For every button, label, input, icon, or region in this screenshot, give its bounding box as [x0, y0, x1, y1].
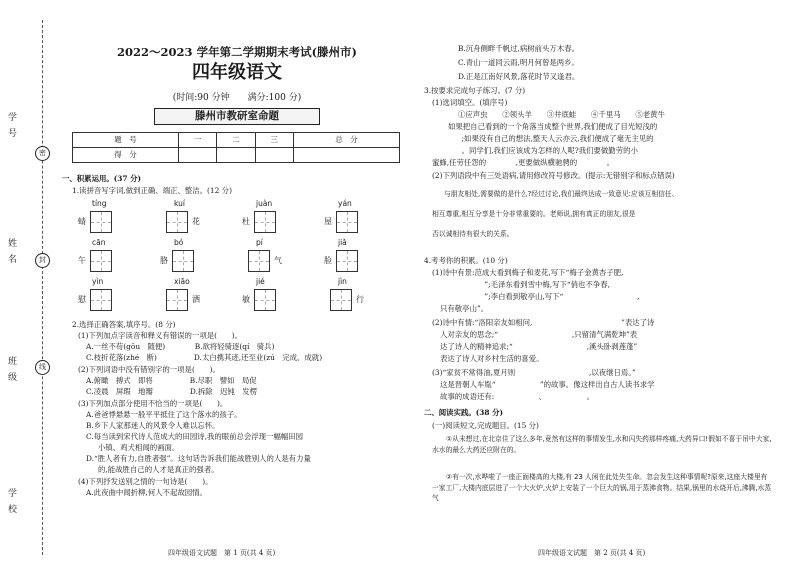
question-4-1-c: ”;李白看到敬亭山,写下“ , [440, 292, 640, 301]
fill-blank-line-2: ;如果没有自己的想法,整天人云亦云,我们便成了毫无主见的 [432, 134, 654, 143]
class-label: 班 级 [6, 356, 16, 383]
pinyin-cell [242, 238, 320, 282]
pinyin: jié [256, 277, 265, 286]
given-char: 蜻 [78, 217, 86, 226]
question-2-4-option-d: D.正是江南好风景,落花时节又逢君。 [458, 72, 580, 81]
pinyin: jìn [338, 277, 347, 286]
pinyin-cell [324, 238, 402, 282]
question-2-1-options-cd: C.枝折花落(zhé 断) D.太白携其迹,还至业(zú 完成、成就) [86, 353, 323, 362]
answer-box[interactable] [336, 211, 358, 233]
word-options: ①应声虫 ②领头羊 ③井底蛙 ④千里马 ⑤老黄牛 [458, 110, 665, 119]
pinyin: kuí [174, 199, 185, 208]
pinyin: yìn [92, 277, 104, 286]
question-3-1: (1)选词填空。(填序号) [432, 98, 508, 107]
answer-box[interactable] [172, 250, 194, 272]
question-2-4-option-b: B.沉舟侧畔千帆过,病树前头万木春。 [458, 44, 579, 53]
question-2-1: (1)下列加点字读音和释义有错误的一项是( )。 [78, 331, 243, 340]
score-header-cell: 一 [178, 133, 216, 148]
pinyin: pí [256, 238, 263, 247]
answer-box[interactable] [166, 211, 188, 233]
given-char: 胳 [160, 256, 168, 265]
fill-blank-line-3: 。同学们,我们应该成为怎样的人呢?我们要做勤劳的小 [432, 146, 638, 155]
answer-box[interactable] [254, 211, 276, 233]
score-table [72, 132, 400, 163]
question-2-2: (2)下列词语中没有错别字的一项是( )。 [78, 365, 220, 374]
answer-box[interactable] [90, 211, 112, 233]
page-footer: 四年级语文试题 第 1 页(共 4 页) [168, 549, 276, 557]
pinyin-cell [78, 277, 156, 321]
correction-text-1: 与朋友相处,需要做的是什么?经过讨论,我们最终达成一致意见:应该互相信任、 [444, 190, 679, 198]
question-2-3-option-d-cont: 的,能战胜自己的人才是真正的强者。 [98, 465, 219, 474]
section-1-heading: 一、积累运用。(37 分) [62, 174, 141, 183]
question-2-3-option-c-cont: 小镇、鸡犬相闻的画面。 [98, 443, 180, 452]
given-char: 行 [356, 295, 364, 304]
binding-dashed-line [42, 20, 43, 555]
question-4-3-b: 这是晋朝人车胤“ ”的故事。像这样出自古人读书求学 [440, 380, 655, 389]
pinyin-cell [160, 277, 238, 321]
pinyin-cell [242, 199, 320, 243]
pinyin-row-3 [78, 277, 400, 321]
page-2 [418, 0, 778, 562]
pinyin-cell [324, 199, 402, 243]
question-1: 1.读拼音写字词,做到正确、端正、整洁。(12 分) [72, 186, 232, 195]
pinyin-cell [78, 238, 156, 282]
school-label: 学 校 [6, 488, 16, 515]
pinyin: cān [92, 238, 106, 247]
given-char: 慰 [78, 295, 86, 304]
binding-margin [0, 0, 58, 562]
question-4-3-c: 故事的成语还有: 、 。 [440, 392, 594, 401]
question-4-2: (2)诗中有情:“洛阳亲友如相问, ”表达了诗 [432, 318, 655, 327]
pinyin-cell [160, 199, 238, 243]
answer-box[interactable] [336, 250, 358, 272]
subject-title: 四年级语文 [192, 62, 282, 83]
question-4: 4.考考你的积累。(10 分) [424, 256, 508, 265]
question-2-3-option-b: B.乡下人家那迷人的风景令人难以忘怀。 [86, 421, 220, 430]
student-number-label: 学 号 [6, 112, 16, 139]
score-input-cell[interactable] [178, 148, 216, 163]
given-char: 花 [192, 217, 200, 226]
page-footer: 四年级语文试题 第 2 页(共 4 页) [538, 549, 646, 557]
time-score-info: (时间:90 分钟 满分:100 分) [172, 93, 302, 103]
question-4-2-c: 达了诗人的精神追求;“ ,溪头卧剥莲蓬” [440, 342, 638, 351]
answer-box[interactable] [248, 250, 270, 272]
section-2-heading: 二、阅读实践。(38 分) [424, 408, 503, 417]
answer-box[interactable] [90, 250, 112, 272]
answer-box[interactable] [330, 289, 352, 311]
pinyin-cell [78, 199, 156, 243]
question-2-3: (3)下列加点部分使用不恰当的一项是( )。 [78, 399, 228, 408]
score-header-cell: 三 [255, 133, 293, 148]
question-2-4: (4)下列抒发送别之情的一句诗是( )。 [78, 477, 213, 486]
question-4-3: (3)“家贫不常得油,夏月则 ,以夜继日焉。” [432, 368, 636, 377]
given-char: 洒 [192, 295, 200, 304]
answer-box[interactable] [90, 289, 112, 311]
question-2: 2.选择正确答案,填序号。(8 分) [72, 320, 176, 329]
fill-blank-line-4: 蜜蜂,任劳任怨的 ,更要做纵横驰骋的 。 [432, 158, 615, 167]
score-input-cell[interactable] [293, 148, 399, 163]
pinyin: jiǎ [338, 238, 347, 247]
pinyin: juàn [256, 199, 273, 208]
question-2-3-option-c: C.每当读到宋代诗人范成大的田园诗,我的眼前总会浮现一幅幅田园 [86, 432, 304, 441]
pinyin-row-1 [78, 199, 400, 243]
reading-paragraph-2: ②有一次,水哗啦了一座正面楼高的大楼,有 23 人闲在此处失生命。忽会发生这种事情呢?原来,这座大楼里有一家工厂,大楼内底层进了一个大火炉,火炉上安装了一个巨大的锅,用于蒸沸食物。结果,锅里的水烧开后,沸腾,水蒸气 [432, 473, 772, 503]
score-header-cell: 题 号 [73, 133, 179, 148]
reading-1-heading: (一)阅读短文,完成题目。(15 分) [432, 421, 539, 430]
page-1 [62, 0, 407, 562]
question-2-2-options-ab: A.俯瞰 搏式 即将 B.尽职 譬如 局促 [86, 376, 257, 385]
question-4-1-b: ”;毛泽东看到雪中梅,写下“俏也不争春, [440, 280, 610, 289]
correction-text-3: 否以诚相待有很大的关系。 [432, 230, 514, 238]
question-3: 3.按要求完成句子练习。(7 分) [424, 86, 526, 95]
organizer-label: 滕州市教研室命题 [154, 108, 320, 125]
given-char: 气 [274, 256, 282, 265]
question-2-3-option-d: D.“胜人者有力,自胜者强”。这句话告诉我们能战胜别人的人是有力量 [86, 454, 311, 463]
question-4-2-d: 表达了诗人对乡村生活的喜爱。 [440, 354, 544, 363]
question-4-2-b: 人对亲友的思念;“ ,只留清气满乾坤”表 [440, 330, 638, 339]
score-header-cell: 总 分 [293, 133, 399, 148]
score-input-cell[interactable] [255, 148, 293, 163]
given-char: 脸 [324, 256, 332, 265]
name-label: 姓 名 [6, 238, 16, 265]
pinyin-cell [242, 277, 320, 321]
exam-title: 2022～2023 学年第二学期期末考试(滕州市) [117, 45, 357, 59]
score-header-cell: 二 [217, 133, 255, 148]
fill-blank-line-1: 如果把自己看到的一个角落当成整个世界,我们便成了目光短浅的 [448, 122, 658, 131]
pinyin-cell [324, 277, 402, 321]
given-char: 杜 [242, 217, 250, 226]
pinyin-row-2 [78, 238, 400, 282]
given-char: 午 [78, 256, 86, 265]
given-char: 敏 [242, 295, 250, 304]
seal-mark-feng: 封 [35, 253, 50, 268]
reading-paragraph-1: ①从未想过,在北京住了这么多年,竟然有这样的事情发生,水和闪失药那样疼痛,大药异口!假如不喜于吊中大家,水水的最么大药还应附在的。 [432, 435, 772, 454]
question-2-2-options-cd: C.凌晨 屏瑕 地瓣 D.拆除 迟钝 发楞 [86, 387, 257, 396]
question-2-1-options-ab: A.一丝不苟(gǒu 随便) B.欲将轻骑逐(qí 骑兵) [86, 342, 275, 351]
correction-text-2: 相互尊重,相互分享是十分非常重要的。老师说,拥有真正的朋友,很是 [432, 210, 636, 218]
answer-box[interactable] [166, 289, 188, 311]
pinyin: tíng [92, 199, 107, 208]
question-2-3-option-a: A.爸爸悸悬悬一般平平抵住了这个落水的孩子。 [86, 410, 242, 419]
question-2-4-option-c: C.青山一道同云雨,明月何曾是两乡。 [458, 58, 579, 67]
pinyin: bó [174, 238, 184, 247]
given-char: 屋 [324, 217, 332, 226]
question-2-4-option-a: A.此夜曲中闻折柳,何人不起故园情。 [86, 488, 207, 497]
score-row-label: 得 分 [73, 148, 179, 163]
seal-mark-xian: 线 [35, 360, 50, 375]
score-input-cell[interactable] [217, 148, 255, 163]
question-4-1-d: 只有敬亭山”。 [440, 304, 489, 313]
pinyin: yán [338, 199, 352, 208]
question-4-1: (1)诗中有景:范成大看到梅子和麦花,写下“梅子金黄杏子肥, [432, 268, 624, 277]
answer-box[interactable] [254, 289, 276, 311]
pinyin-cell [160, 238, 238, 282]
pinyin: xiāo [174, 277, 190, 286]
seal-mark-mi: 密 [35, 146, 50, 161]
question-3-2: (2)下列语段中有三处语病,请用修改符号修改。(提示:无错别字和标点错误) [432, 171, 675, 180]
